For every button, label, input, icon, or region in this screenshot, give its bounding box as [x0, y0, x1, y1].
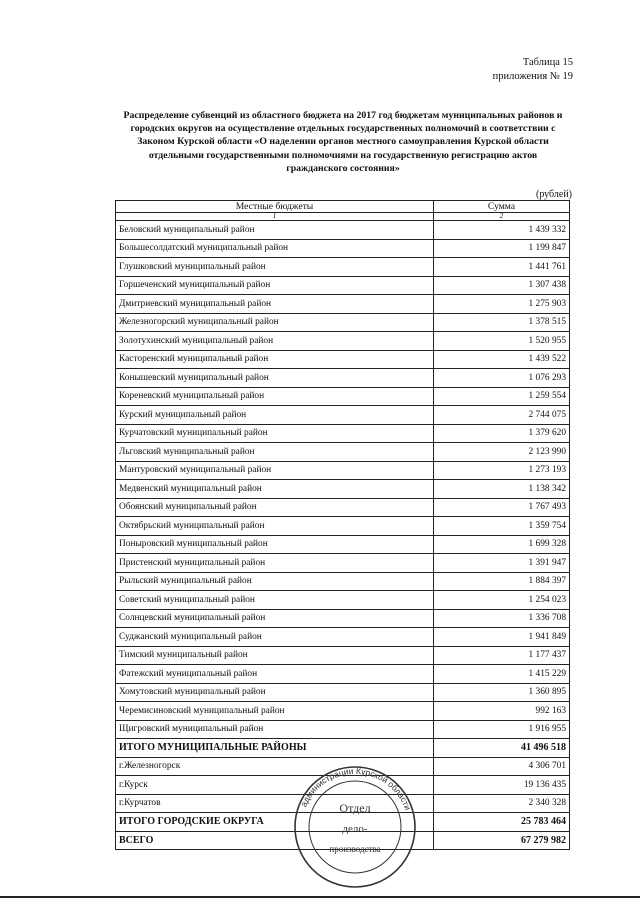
budget-name-cell: Глушковский муниципальный район [116, 258, 434, 277]
budget-name-cell: Беловский муниципальный район [116, 221, 434, 240]
budget-sum-cell: 1 415 229 [434, 665, 570, 684]
total-row [116, 813, 570, 832]
budget-sum-cell: 1 307 438 [434, 276, 570, 295]
budget-sum-cell: 992 163 [434, 702, 570, 721]
budget-name-cell: Советский муниципальный район [116, 591, 434, 610]
budget-name-cell: Пристенский муниципальный район [116, 554, 434, 573]
table-body [116, 221, 570, 850]
budget-name-cell: Хомутовский муниципальный район [116, 683, 434, 702]
total-row [116, 739, 570, 758]
budget-sum-cell: 1 767 493 [434, 498, 570, 517]
budget-sum-cell: 41 496 518 [434, 739, 570, 758]
table-row [116, 554, 570, 573]
budget-sum-cell: 1 391 947 [434, 554, 570, 573]
table-row [116, 461, 570, 480]
table-row [116, 424, 570, 443]
budget-sum-cell: 2 744 075 [434, 406, 570, 425]
document-title: Распределение субвенций из областного бюджета на 2017 год бюджетам муниципальных районов и городских округов на осуществление отдельных государственных полномочий в соответствии с Законом Курской области «О наделении органов местного самоуправления Курской области отдельными государственными полномочиями на государственную регистрацию актов гражданского состояния» [123, 110, 563, 174]
table-row [116, 221, 570, 240]
budget-name-cell: Железногорский муниципальный район [116, 313, 434, 332]
budget-table [115, 200, 570, 850]
table-row [116, 683, 570, 702]
budget-name-cell: Октябрьский муниципальный район [116, 517, 434, 536]
budget-name-cell: Обоянский муниципальный район [116, 498, 434, 517]
table-row [116, 313, 570, 332]
budget-name-cell: Большесолдатский муниципальный район [116, 239, 434, 258]
table-row [116, 794, 570, 813]
budget-name-cell: г.Железногорск [116, 757, 434, 776]
column-number-1: 1 [116, 213, 434, 221]
budget-sum-cell: 2 123 990 [434, 443, 570, 462]
budget-sum-cell: 1 199 847 [434, 239, 570, 258]
budget-sum-cell: 1 138 342 [434, 480, 570, 499]
budget-sum-cell: 1 254 023 [434, 591, 570, 610]
budget-name-cell: Курский муниципальный район [116, 406, 434, 425]
table-row [116, 609, 570, 628]
budget-name-cell: Кореневский муниципальный район [116, 387, 434, 406]
appendix-label: приложения № 19 [492, 71, 573, 82]
total-row [116, 831, 570, 850]
budget-name-cell: г.Курчатов [116, 794, 434, 813]
table-row [116, 591, 570, 610]
budget-name-cell: ИТОГО МУНИЦИПАЛЬНЫЕ РАЙОНЫ [116, 739, 434, 758]
budget-name-cell: Льговский муниципальный район [116, 443, 434, 462]
budget-name-cell: Фатежский муниципальный район [116, 665, 434, 684]
table-row [116, 332, 570, 351]
budget-sum-cell: 1 884 397 [434, 572, 570, 591]
table-row [116, 387, 570, 406]
budget-sum-cell: 1 699 328 [434, 535, 570, 554]
table-row [116, 535, 570, 554]
budget-name-cell: г.Курск [116, 776, 434, 795]
table-row [116, 406, 570, 425]
budget-name-cell: Касторенский муниципальный район [116, 350, 434, 369]
budget-sum-cell: 1 520 955 [434, 332, 570, 351]
budget-sum-cell: 1 439 522 [434, 350, 570, 369]
budget-name-cell: Курчатовский муниципальный район [116, 424, 434, 443]
budget-name-cell: Дмитриевский муниципальный район [116, 295, 434, 314]
budget-name-cell: Конышевский муниципальный район [116, 369, 434, 388]
budget-name-cell: Щигровский муниципальный район [116, 720, 434, 739]
table-row [116, 720, 570, 739]
budget-sum-cell: 1 378 515 [434, 313, 570, 332]
budget-name-cell: ИТОГО ГОРОДСКИЕ ОКРУГА [116, 813, 434, 832]
table-row [116, 665, 570, 684]
budget-sum-cell: 4 306 701 [434, 757, 570, 776]
budget-name-cell: ВСЕГО [116, 831, 434, 850]
column-header-sum: Сумма [434, 201, 570, 213]
table-row [116, 757, 570, 776]
table-row [116, 350, 570, 369]
table-row [116, 276, 570, 295]
table-row [116, 295, 570, 314]
stamp-line-1: Отдел [339, 801, 371, 815]
budget-name-cell: Медвенский муниципальный район [116, 480, 434, 499]
budget-sum-cell: 1 273 193 [434, 461, 570, 480]
table-number-label: Таблица 15 [522, 57, 573, 68]
table-row [116, 517, 570, 536]
table-row [116, 572, 570, 591]
budget-name-cell: Мантуровский муниципальный район [116, 461, 434, 480]
table-row [116, 480, 570, 499]
page-bottom-rule [0, 896, 640, 898]
column-number-2: 2 [434, 213, 570, 221]
budget-sum-cell: 1 941 849 [434, 628, 570, 647]
budget-name-cell: Рыльский муниципальный район [116, 572, 434, 591]
table-row [116, 239, 570, 258]
budget-sum-cell: 1 275 903 [434, 295, 570, 314]
budget-name-cell: Солнцевский муниципальный район [116, 609, 434, 628]
budget-name-cell: Тимский муниципальный район [116, 646, 434, 665]
table-row [116, 443, 570, 462]
table-row [116, 258, 570, 277]
budget-sum-cell: 1 439 332 [434, 221, 570, 240]
budget-name-cell: Горшеченский муниципальный район [116, 276, 434, 295]
budget-sum-cell: 1 076 293 [434, 369, 570, 388]
table-header-row [116, 201, 570, 213]
column-number-row [116, 213, 570, 221]
budget-sum-cell: 1 177 437 [434, 646, 570, 665]
table-row [116, 702, 570, 721]
budget-sum-cell: 1 916 955 [434, 720, 570, 739]
budget-sum-cell: 1 259 554 [434, 387, 570, 406]
budget-sum-cell: 25 783 464 [434, 813, 570, 832]
budget-name-cell: Золотухинский муниципальный район [116, 332, 434, 351]
budget-name-cell: Поныровский муниципальный район [116, 535, 434, 554]
budget-name-cell: Черемисиновский муниципальный район [116, 702, 434, 721]
budget-sum-cell: 1 379 620 [434, 424, 570, 443]
table-row [116, 498, 570, 517]
stamp-ring-text: администрации Курской области [298, 765, 413, 812]
column-header-budgets: Местные бюджеты [116, 201, 434, 213]
budget-sum-cell: 1 360 895 [434, 683, 570, 702]
budget-sum-cell: 1 336 708 [434, 609, 570, 628]
table-row [116, 628, 570, 647]
budget-sum-cell: 19 136 435 [434, 776, 570, 795]
table-row [116, 369, 570, 388]
budget-sum-cell: 67 279 982 [434, 831, 570, 850]
table-row [116, 776, 570, 795]
budget-sum-cell: 1 441 761 [434, 258, 570, 277]
budget-name-cell: Суджанский муниципальный район [116, 628, 434, 647]
stamp-line-2: дело- [342, 823, 368, 835]
table-reference [493, 56, 573, 84]
budget-sum-cell: 2 340 328 [434, 794, 570, 813]
stamp-line-3: производства [329, 844, 381, 854]
budget-sum-cell: 1 359 754 [434, 517, 570, 536]
unit-label: (рублей) [535, 189, 572, 200]
table-row [116, 646, 570, 665]
